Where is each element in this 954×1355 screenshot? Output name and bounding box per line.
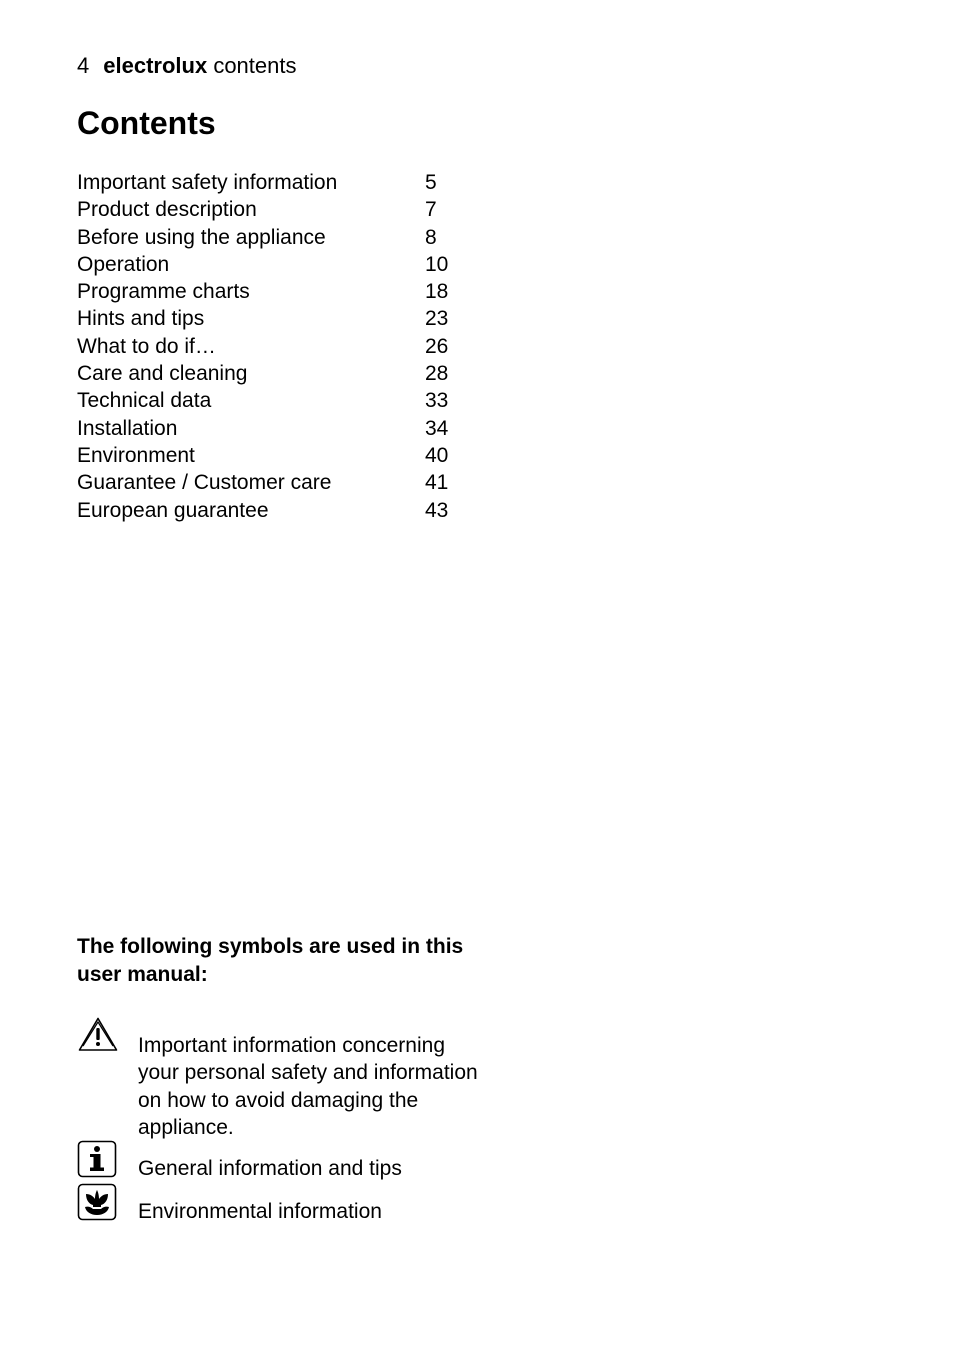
toc-entry[interactable] <box>77 278 477 305</box>
symbols-heading: The following symbols are used in this user manual: <box>77 935 464 986</box>
toc-entry-page: 10 <box>425 252 449 276</box>
toc-entry-label: Technical data <box>77 389 212 413</box>
toc-entry-page: 28 <box>425 362 449 386</box>
toc-entry-page: 23 <box>425 307 449 331</box>
toc-entry-page: 40 <box>425 443 449 467</box>
toc-entry-page: 8 <box>425 225 437 249</box>
toc-entry-label: Environment <box>77 443 195 467</box>
toc-entry-label: Programme charts <box>77 280 250 304</box>
toc-entry[interactable] <box>77 305 477 332</box>
info-icon <box>77 1140 117 1183</box>
toc-entry[interactable] <box>77 333 477 360</box>
symbol-info-row <box>77 1140 497 1180</box>
toc-entry[interactable] <box>77 360 477 387</box>
toc-entry-label: Important safety information <box>77 171 338 194</box>
table-of-contents <box>77 169 477 524</box>
toc-entry-label: European guarantee <box>77 498 269 522</box>
toc-entry[interactable] <box>77 169 477 196</box>
toc-entry[interactable] <box>77 497 477 524</box>
toc-entry[interactable] <box>77 224 477 251</box>
toc-entry[interactable] <box>77 251 477 278</box>
toc-entry-page: 33 <box>425 389 449 413</box>
page-title: Contents <box>77 105 216 141</box>
symbol-environment-row <box>77 1183 497 1225</box>
toc-entry-label: Product description <box>77 198 257 222</box>
toc-entry-page: 41 <box>425 471 449 495</box>
toc-entry[interactable] <box>77 442 477 469</box>
toc-entry-label: Before using the appliance <box>77 225 326 249</box>
toc-entry-label: What to do if… <box>77 334 216 358</box>
toc-entry-page: 43 <box>425 498 449 522</box>
environment-icon <box>77 1183 117 1226</box>
symbol-warning-row <box>77 1016 497 1140</box>
page-header <box>77 52 296 80</box>
toc-entry-page: 7 <box>425 198 437 222</box>
toc-entry[interactable] <box>77 196 477 223</box>
toc-entry[interactable] <box>77 387 477 414</box>
toc-entry-label: Operation <box>77 252 170 276</box>
toc-entry-label: Hints and tips <box>77 307 205 331</box>
toc-entry[interactable] <box>77 415 477 442</box>
toc-entry-label: Care and cleaning <box>77 362 248 386</box>
toc-entry-label: Guarantee / Customer care <box>77 471 332 495</box>
toc-entry-page: 5 <box>425 171 437 194</box>
page-number: 4 <box>77 53 90 78</box>
toc-entry-page: 18 <box>425 280 449 304</box>
toc-entry-page: 34 <box>425 416 449 440</box>
toc-entry[interactable] <box>77 469 477 496</box>
symbol-environment-text: Environmental information <box>138 1200 382 1223</box>
section-name: contents <box>213 53 297 78</box>
symbol-info-text: General information and tips <box>138 1157 402 1180</box>
symbol-warning-text: Important information concerning your personal safety and information on how to avoid damaging the appliance. <box>138 1034 478 1139</box>
toc-entry-page: 26 <box>425 334 449 358</box>
warning-icon <box>77 1016 119 1058</box>
brand-name: electrolux <box>103 53 208 78</box>
toc-entry-label: Installation <box>77 416 178 440</box>
